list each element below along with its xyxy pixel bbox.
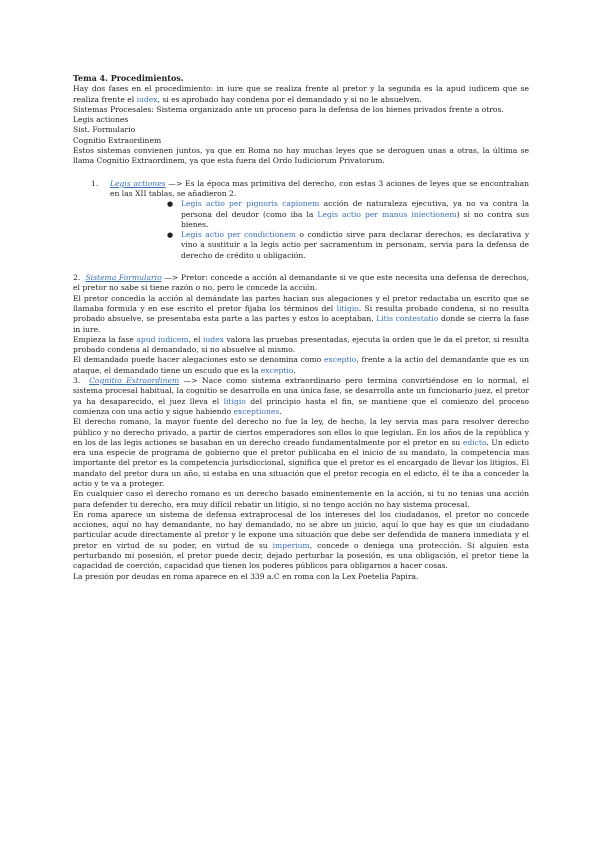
- text-span: o condictio sirve para declarar derechos, es declarativa y vino a sustituir a la legis actio per sacramentum in personam, servia para la defensa de derecho de crédito u obligación.: [181, 230, 529, 260]
- link-manus-iniectionem[interactable]: Legis actio per manus iniectionem: [317, 209, 457, 219]
- link-exceptio-2[interactable]: exceptio: [260, 365, 294, 375]
- text-span: —> Nace como sistema extraordinario pero termina convirtiéndose en lo normal, el sistema procesal habitual, la cognitio se desarrolla en una única fase, se desarrolla ante un funcionario juez, el pretor ya ha desaparecido, el juez lleva el: [73, 376, 530, 406]
- bullet-item-pignoris: [110, 199, 529, 230]
- link-condictionem[interactable]: Legis actio per condictionem: [181, 230, 296, 240]
- list-item-legis-actiones: [73, 179, 529, 261]
- section-number: 3.: [73, 376, 81, 386]
- link-edicto[interactable]: edicto: [462, 437, 487, 447]
- list-number: 1.: [91, 178, 99, 188]
- text-span: —> Pretor: concede a acción al demandante si ve que este necesita una defensa de derechos, el pretor no sabe si tiene razón o no, pero le concede la acción.: [73, 273, 529, 293]
- text-span: ) si no contra sus bienes.: [181, 209, 529, 229]
- link-legis-actiones[interactable]: Legis actiones: [110, 178, 166, 188]
- section3-paragraph-accion: En cualquier caso el derecho romano es un derecho basado eminentemente en la acción, si tu no tenias una acción para defender tu derecho, era muy difícil rebatir un litigio, si no tengo acción no hay sistema procesal.: [73, 489, 529, 509]
- section2-intro: [73, 273, 529, 294]
- text-span: donde se cierra la fase in iure.: [73, 314, 529, 334]
- bullet-list: [110, 199, 529, 261]
- text-span: , concede o deniega una protección. Si alguien esta perturbando mi posesión, el pretor puede decir, dejado perturbar la posesión, es una obligación, el pretor tiene la capacidad de coerción, capacidad que tienen los poderes públicos para obligarnos a hacer cosas.: [73, 540, 529, 571]
- text-span: El demandado puede hacer alegaciones esto se denomina como: [73, 355, 324, 365]
- document-page: [73, 73, 529, 582]
- link-litigio-2[interactable]: litigio: [223, 396, 246, 406]
- text-span: , si es aprobado hay condena por el demandado y si no le absuelven.: [157, 94, 422, 104]
- bullet-icon: ●: [167, 200, 174, 209]
- intro-paragraph-phases: [73, 84, 529, 105]
- section2-paragraph-apud: [73, 335, 529, 356]
- section3-intro: [73, 376, 529, 417]
- section2-paragraph-exceptio: [73, 355, 529, 376]
- link-exceptio[interactable]: exceptio: [323, 355, 357, 365]
- section3-paragraph-extraprocesal: [73, 510, 529, 572]
- text-span: Hay dos fases en el procedimiento: in iure que se realiza frente al pretor y la segunda es la apud iudicem que se realiza frente el: [73, 84, 529, 104]
- intro-paragraph-summary: Estos sistemas convienen juntos, ya que en Roma no hay muchas leyes que se deroguen unas a otras, la última se llama Cognitio Extraordinem, ya que esta fuera del Ordo Iudiciorum Privatorum.: [73, 146, 529, 166]
- intro-item-sist-formulario: Sist. Formulario: [73, 125, 136, 135]
- text-span: .: [279, 406, 282, 416]
- intro-item-cognitio: Cognitio Extraordinem: [73, 135, 162, 145]
- link-apud-iudicem[interactable]: apud iudicem: [136, 334, 189, 344]
- spacer: [73, 261, 529, 273]
- document-title: Tema 4. Procedimientos.: [73, 73, 184, 83]
- text-span: . Si resulta probado condena, si no resulta probado absuelve, se presentaba esta parte a las partes y estos lo aceptaban,: [73, 303, 529, 324]
- intro-item-legis-actiones: Legis actiones: [73, 115, 129, 125]
- link-litis-contestatio[interactable]: Litis contestatio: [376, 314, 439, 324]
- section3-paragraph-derecho: [73, 417, 529, 489]
- link-pignoris-capionem[interactable]: Legis actio per pignoris capionem: [181, 199, 320, 209]
- intro-paragraph-systems: Sistemas Procesales: Sistema organizado ante un proceso para la defensa de los bienes privados frente a otros.: [73, 104, 504, 114]
- section2-paragraph-formula: [73, 294, 529, 335]
- text-span: . Un edicto era una especie de programa de gobierno que el pretor publicaba en el inicio de su mandato, la competencia mas importante del pretor es la competencia jurisdiccional, significa que el pretor es el encargado de llevar los litigios. El mandato del pretor dura un año, si estaba en una situación que el pretor recogia en el edicto, él te iba a conceder la actio y te va a proteger.: [73, 437, 529, 488]
- text-span: Empieza la fase: [73, 334, 137, 344]
- bullet-item-condictionem: [110, 230, 529, 261]
- link-exceptiones[interactable]: exceptiones: [233, 406, 280, 416]
- text-span: , frente a la actio del demandante que es un ataque, el demandado tiene un escudo que es la: [73, 355, 529, 375]
- text-span: valora las pruebas presentadas, ejecuta la orden que le da el pretor, si resulta probado condena al demandado, si no absuelve al mismo.: [73, 334, 529, 355]
- link-litigio[interactable]: litigio: [336, 303, 359, 313]
- text-span: El pretor concedia la acción al demándate las partes hacian sus alegaciones y el pretor redactaba un escrito que se llamaba formula y en ese escrito el pretor fijaba los términos del: [73, 293, 529, 313]
- text-span: .: [293, 365, 296, 375]
- list-item-text: [110, 179, 529, 200]
- text-span: —> Es la época mas primitiva del derecho, con estas 3 aciones de leyes que se encontraban en las XII tablas, se añadieron 2.: [110, 178, 529, 198]
- numbered-list: [73, 179, 529, 261]
- link-imperium[interactable]: imperium: [272, 540, 310, 550]
- section3-paragraph-lex-poetelia: La presión por deudas en roma aparece en el 339 a.C en roma con la Lex Poetelia Papira.: [73, 571, 419, 581]
- text-span: , el: [188, 334, 203, 344]
- text-span: acción de naturaleza ejecutiva, ya no va contra la persona del deudor (como iba la: [181, 199, 529, 219]
- text-span: El derecho romano, la mayor fuente del derecho no fue la ley, de hecho, la ley servia mas para resolver derecho público y no derecho privado, a partir de ciertos emperadores son ellos lo que legislan. En los años de la república y en los de las legis actiones se basaban en un derecho creado fundamentalmente por el pretor en su: [73, 417, 529, 447]
- text-span: En roma aparece un sistema de defensa extraprocesal de los intereses del los ciudadanos, el pretor no concede acciones, aquí no hay demandante, no hay demandado, no se abre un juicio, aquí lo que hay es que un ciudadano particular acude directamente al pretor y le expone una situación que debe ser defendida de manera inmediata y el pretor en virtud de su poder, en virtud de su: [73, 509, 529, 550]
- link-cognitio-extraordinem[interactable]: Cognitio Extraordinem: [89, 376, 180, 386]
- section-number: 2.: [73, 273, 81, 283]
- link-iudex-2[interactable]: iudex: [202, 334, 224, 344]
- link-sistema-formulario[interactable]: Sistema Formulario: [85, 273, 162, 283]
- bullet-icon: ●: [167, 231, 174, 240]
- link-iudex[interactable]: iudex: [136, 94, 158, 104]
- text-span: del principio hasta el fin, se mantiene que el comienzo del proceso comienza con una actio y sigue habiendo: [73, 396, 529, 416]
